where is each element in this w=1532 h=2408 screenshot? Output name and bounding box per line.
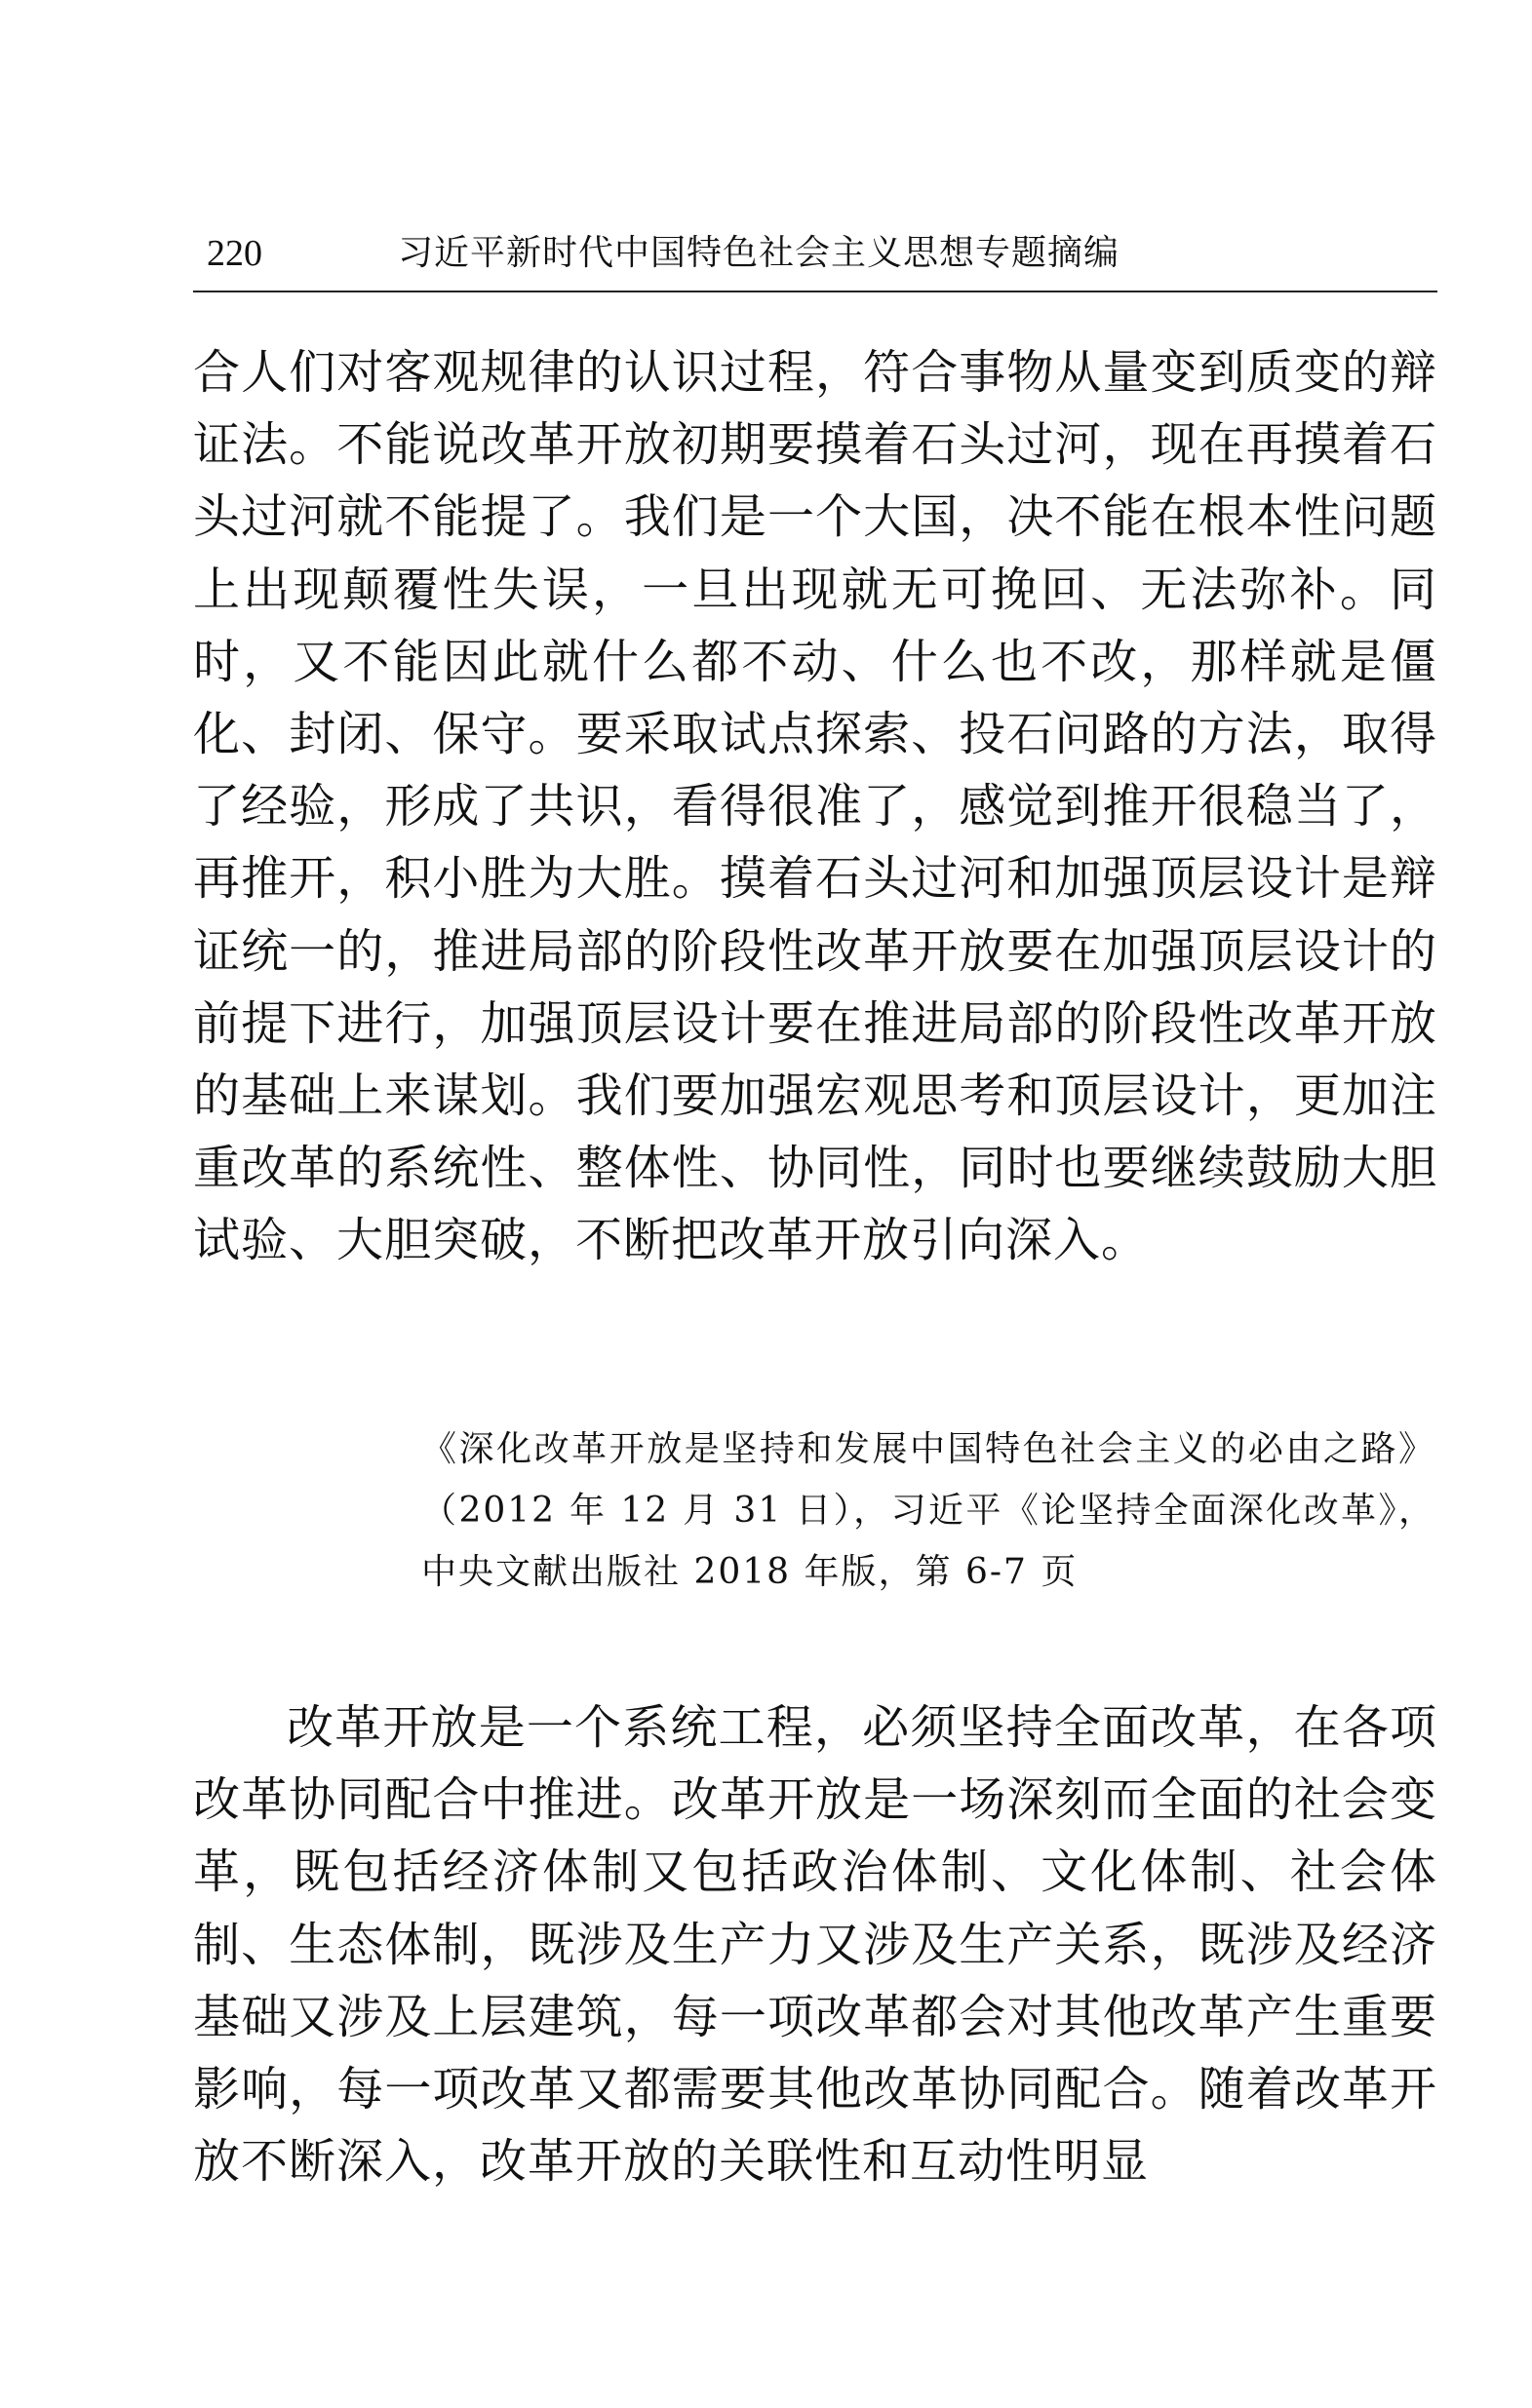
page-number: 220: [207, 233, 262, 274]
main-text-block-2: [193, 1691, 1437, 2197]
running-header: [193, 222, 1437, 292]
source-citation: 《深化改革开放是坚持和发展中国特色社会主义的必由之路》（2012 年 12 月 31 日），习近平《论坚持全面深化改革》，中央文献出版社 2018 年版，第 6-7 页: [421, 1429, 1435, 1592]
paragraph: 改革开放是一个系统工程，必须坚持全面改革，在各项改革协同配合中推进。改革开放是一场深刻而全面的社会变革，既包括经济体制又包括政治体制、文化体制、社会体制、生态体制，既涉及生产力又涉及生产关系，既涉及经济基础又涉及上层建筑，每一项改革都会对其他改革产生重要影响，每一项改革又都需要其他改革协同配合。随着改革开放不断深入，改革开放的关联性和互动性明显: [193, 1700, 1437, 2190]
main-text-block: [193, 336, 1437, 1277]
paragraph-continued: 合人们对客观规律的认识过程，符合事物从量变到质变的辩证法。不能说改革开放初期要摸着石头过河，现在再摸着石头过河就不能提了。我们是一个大国，决不能在根本性问题上出现颠覆性失误，一旦出现就无可挽回、无法弥补。同时，又不能因此就什么都不动、什么也不改，那样就是僵化、封闭、保守。要采取试点探索、投石问路的方法，取得了经验，形成了共识，看得很准了，感觉到推开很稳当了，再推开，积小胜为大胜。摸着石头过河和加强顶层设计是辩证统一的，推进局部的阶段性改革开放要在加强顶层设计的前提下进行，加强顶层设计要在推进局部的阶段性改革开放的基础上来谋划。我们要加强宏观思考和顶层设计，更加注重改革的系统性、整体性、协同性，同时也要继续鼓励大胆试验、大胆突破，不断把改革开放引向深入。: [193, 345, 1437, 1268]
book-title: 习近平新时代中国特色社会主义思想专题摘编: [398, 233, 1120, 273]
